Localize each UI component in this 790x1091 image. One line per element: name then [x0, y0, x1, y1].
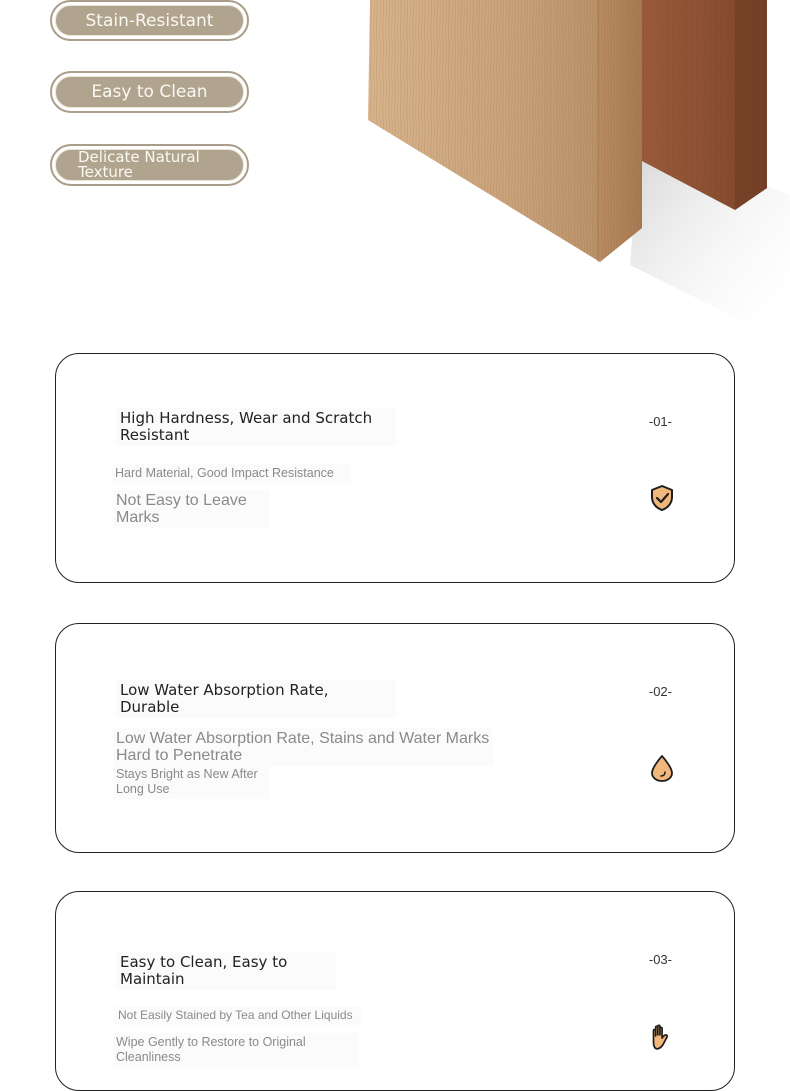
card-title: Low Water Absorption Rate, Durable	[116, 680, 396, 718]
card-detail-line: Stays Bright as New After Long Use	[113, 765, 269, 799]
card-number: -02-	[648, 684, 672, 699]
card-number: -01-	[648, 414, 672, 429]
shield-check-icon	[648, 484, 676, 512]
feature-pill-natural-texture	[50, 144, 249, 186]
water-drop-icon	[648, 754, 676, 782]
feature-pill-label: Delicate Natural Texture	[55, 149, 244, 181]
card-detail-line: Not Easily Stained by Tea and Other Liquids	[115, 1006, 361, 1025]
feature-card-2	[55, 623, 735, 853]
card-detail-line: Low Water Absorption Rate, Stains and Water Marks Hard to Penetrate	[113, 728, 493, 766]
card-detail-line: Hard Material, Good Impact Resistance	[112, 464, 350, 483]
card-number: -03-	[648, 952, 672, 967]
card-title: Easy to Clean, Easy to Maintain	[116, 952, 336, 990]
card-detail-line: Wipe Gently to Restore to Original Cleanliness	[113, 1033, 359, 1067]
feature-pill-label: Easy to Clean	[55, 76, 244, 108]
wood-panels-image	[340, 0, 790, 345]
hand-icon	[646, 1022, 676, 1052]
feature-card-1	[55, 353, 735, 583]
feature-pill-stain-resistant	[50, 0, 249, 41]
card-detail-line: Not Easy to Leave Marks	[113, 490, 269, 528]
feature-pill-easy-to-clean	[50, 71, 249, 113]
card-title: High Hardness, Wear and Scratch Resistant	[116, 408, 396, 446]
feature-pill-label: Stain-Resistant	[55, 5, 244, 36]
feature-card-3	[55, 891, 735, 1091]
